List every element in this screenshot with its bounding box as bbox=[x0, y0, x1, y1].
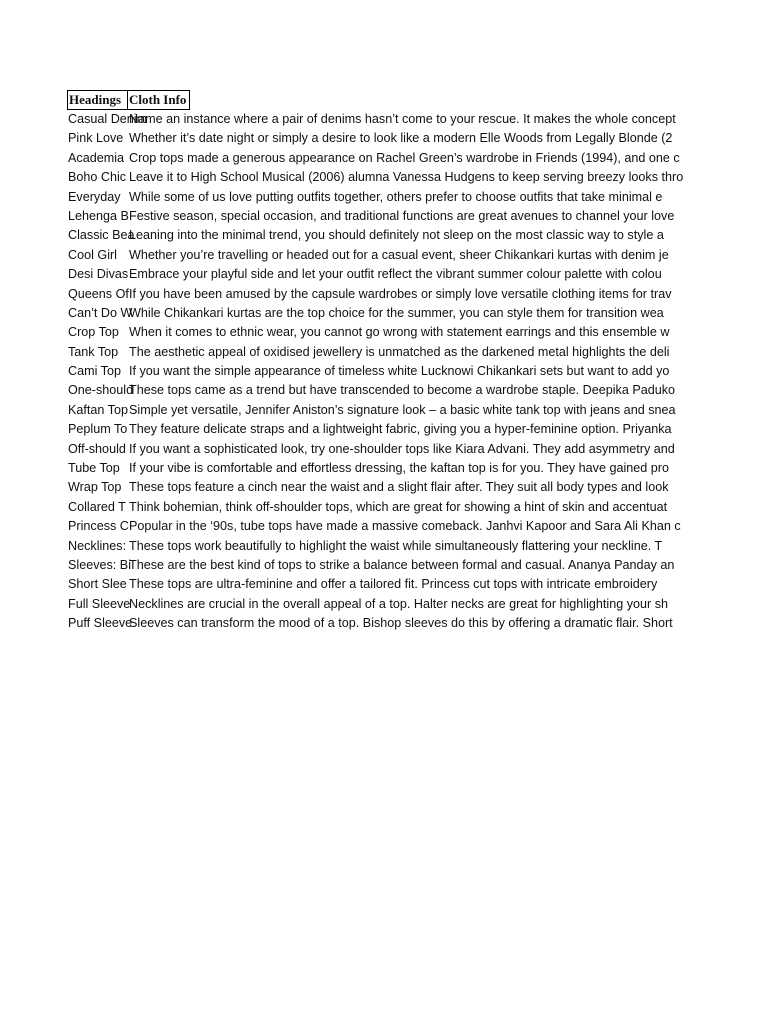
heading-cell[interactable]: Collared T bbox=[68, 499, 126, 514]
heading-cell[interactable]: Full Sleeve bbox=[68, 596, 131, 611]
cloth-info-cell[interactable]: The aesthetic appeal of oxidised jewellery is unmatched as the darkened metal highlights the deli bbox=[129, 344, 670, 359]
heading-cell[interactable]: Necklines: bbox=[68, 538, 127, 553]
heading-cell[interactable]: Off-should bbox=[68, 441, 126, 456]
cloth-info-cell[interactable]: Sleeves can transform the mood of a top. Bishop sleeves do this by offering a dramatic flair. Short bbox=[129, 616, 673, 631]
heading-cell[interactable]: Crop Top bbox=[68, 325, 119, 340]
cloth-info-cell[interactable]: These tops feature a cinch near the waist and a slight flair after. They suit all body types and look bbox=[129, 480, 669, 495]
heading-cell[interactable]: Kaftan Top bbox=[68, 402, 128, 417]
heading-cell[interactable]: Cami Top bbox=[68, 364, 121, 379]
heading-cell[interactable]: Peplum To bbox=[68, 422, 128, 437]
table-row bbox=[67, 304, 673, 323]
cloth-info-cell[interactable]: Crop tops made a generous appearance on Rachel Green’s wardrobe in Friends (1994), and one c bbox=[129, 150, 680, 165]
cloth-info-cell[interactable]: When it comes to ethnic wear, you cannot go wrong with statement earrings and this ensemble w bbox=[129, 325, 670, 340]
table-row bbox=[67, 556, 673, 575]
heading-cell[interactable]: Princess C bbox=[68, 519, 129, 534]
heading-cell[interactable]: Academia bbox=[68, 150, 125, 165]
cloth-info-cell[interactable]: If you want the simple appearance of timeless white Lucknowi Chikankari sets but want to add yo bbox=[129, 364, 670, 379]
table-row bbox=[67, 129, 673, 148]
heading-cell[interactable]: Wrap Top bbox=[68, 480, 122, 495]
heading-cell[interactable]: Casual Denim bbox=[68, 112, 148, 126]
heading-cell[interactable]: Lehenga B bbox=[68, 208, 129, 223]
table-row bbox=[67, 285, 673, 304]
heading-cell[interactable]: One-should bbox=[68, 383, 134, 398]
table-row bbox=[67, 459, 673, 478]
table-row bbox=[67, 323, 673, 342]
cloth-info-cell[interactable]: While some of us love putting outfits together, others prefer to choose outfits that take minimal e bbox=[129, 189, 663, 204]
cloth-info-cell[interactable]: Popular in the ‘90s, tube tops have made a massive comeback. Janhvi Kapoor and Sara Ali Khan c bbox=[129, 519, 681, 534]
table-row bbox=[67, 110, 676, 129]
spreadsheet-table bbox=[67, 90, 684, 634]
table-row bbox=[67, 362, 673, 381]
table-row bbox=[67, 265, 673, 284]
table-row bbox=[67, 614, 673, 633]
heading-cell[interactable]: Everyday bbox=[68, 189, 121, 204]
cloth-info-cell[interactable]: If you want a sophisticated look, try one-shoulder tops like Kiara Advani. They add asymmetry and bbox=[129, 441, 675, 456]
cloth-info-cell[interactable]: Festive season, special occasion, and traditional functions are great avenues to channel your love bbox=[129, 208, 675, 223]
cloth-info-cell[interactable]: These are the best kind of tops to strike a balance between formal and casual. Ananya Panday an bbox=[129, 557, 675, 572]
table-row bbox=[67, 517, 681, 536]
cloth-info-cell[interactable]: Embrace your playful side and let your outfit reflect the vibrant summer colour palette with colou bbox=[129, 267, 662, 282]
cloth-info-cell[interactable]: These tops are ultra-feminine and offer a tailored fit. Princess cut tops with intricate embroidery bbox=[129, 577, 658, 592]
cloth-info-cell[interactable]: Necklines are crucial in the overall appeal of a top. Halter necks are great for highlighting your sh bbox=[129, 596, 669, 611]
cloth-info-cell[interactable]: These tops work beautifully to highlight the waist while simultaneously flattering your neckline. T bbox=[129, 538, 663, 553]
header-row bbox=[67, 90, 673, 110]
table-row bbox=[67, 226, 673, 245]
table-row bbox=[67, 420, 673, 439]
heading-cell[interactable]: Short Slee bbox=[68, 577, 127, 592]
table-row bbox=[67, 401, 676, 420]
heading-cell[interactable]: Can’t Do W bbox=[68, 305, 133, 320]
heading-cell[interactable]: Cool Girl bbox=[68, 247, 117, 262]
heading-cell[interactable]: Queens Of bbox=[68, 286, 129, 301]
table-row bbox=[67, 595, 673, 614]
table-row bbox=[67, 246, 673, 265]
table-row bbox=[67, 498, 673, 517]
heading-cell[interactable]: Tank Top bbox=[68, 344, 119, 359]
heading-cell[interactable]: Sleeves: Bi bbox=[68, 557, 131, 572]
table-row bbox=[67, 575, 673, 594]
table-row bbox=[67, 440, 673, 459]
table-row bbox=[67, 478, 673, 497]
cloth-info-cell[interactable]: They feature delicate straps and a lightweight fabric, giving you a hyper-feminine option. Priyanka bbox=[129, 422, 672, 437]
cloth-info-cell[interactable]: While Chikankari kurtas are the top choice for the summer, you can style them for transition wea bbox=[129, 305, 664, 320]
cloth-info-cell[interactable]: Whether you’re travelling or headed out for a casual event, sheer Chikankari kurtas with denim je bbox=[129, 247, 669, 262]
cloth-info-cell[interactable]: Whether it’s date night or simply a desire to look like a modern Elle Woods from Legally Blonde (2 bbox=[129, 131, 673, 146]
heading-cell[interactable]: Puff Sleeve bbox=[68, 616, 133, 631]
cloth-info-cell[interactable]: Simple yet versatile, Jennifer Aniston’s signature look – a basic white tank top with jeans and snea bbox=[129, 402, 676, 417]
heading-cell[interactable]: Boho Chic bbox=[68, 170, 127, 185]
cloth-info-cell[interactable]: Think bohemian, think off-shoulder tops, which are great for showing a hint of skin and accentuat bbox=[129, 499, 668, 514]
heading-cell[interactable]: Tube Top bbox=[68, 461, 120, 476]
heading-cell[interactable]: Classic Bea bbox=[68, 228, 135, 243]
table-row bbox=[67, 343, 673, 362]
heading-cell[interactable]: Desi Divas bbox=[68, 267, 129, 282]
header-cloth-info[interactable]: Cloth Info bbox=[128, 90, 190, 110]
header-headings[interactable]: Headings bbox=[67, 90, 128, 110]
cloth-info-cell[interactable]: If your vibe is comfortable and effortless dressing, the kaftan top is for you. They have gained pro bbox=[129, 461, 669, 476]
cloth-info-cell[interactable]: These tops came as a trend but have transcended to become a wardrobe staple. Deepika Paduko bbox=[129, 383, 676, 398]
table-body bbox=[67, 110, 684, 634]
table-row bbox=[67, 381, 676, 400]
cloth-info-cell[interactable]: If you have been amused by the capsule wardrobes or simply love versatile clothing items for trav bbox=[129, 286, 672, 301]
table-row bbox=[67, 188, 673, 207]
table-row bbox=[67, 207, 673, 226]
table-row bbox=[67, 168, 684, 187]
cloth-info-cell[interactable]: Leave it to High School Musical (2006) alumna Vanessa Hudgens to keep serving breezy looks thro bbox=[129, 170, 684, 185]
heading-cell[interactable]: Pink Love bbox=[68, 131, 124, 146]
table-row bbox=[67, 149, 680, 168]
table-row bbox=[67, 537, 673, 556]
cloth-info-cell[interactable]: Leaning into the minimal trend, you should definitely not sleep on the most classic way to style a bbox=[129, 228, 664, 243]
cloth-info-cell[interactable]: Name an instance where a pair of denims hasn’t come to your rescue. It makes the whole concept bbox=[129, 112, 676, 126]
